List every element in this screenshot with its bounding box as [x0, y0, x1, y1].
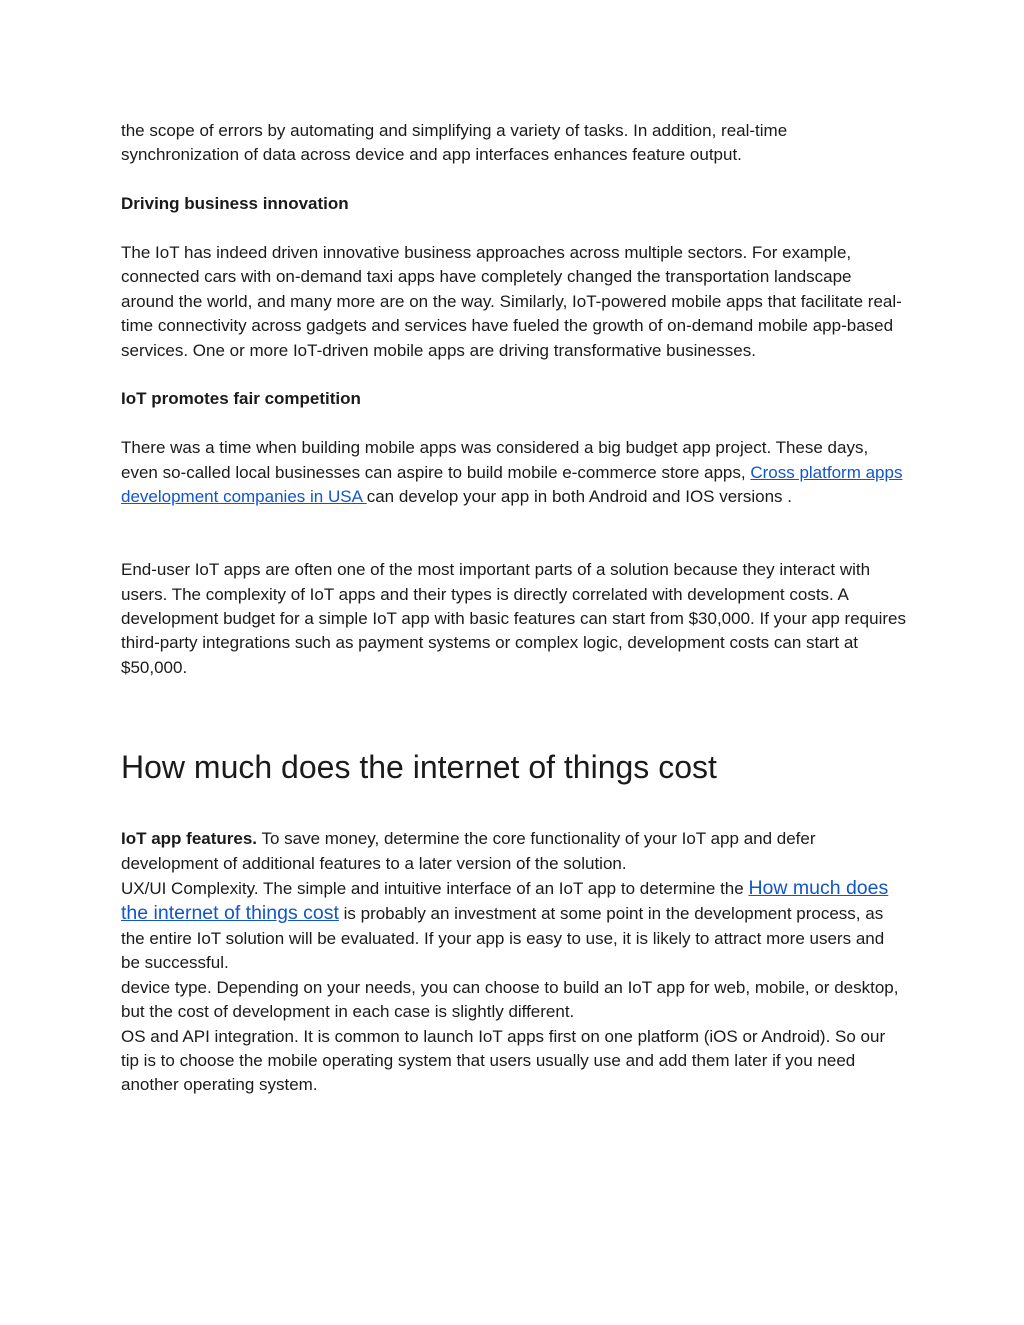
- features-paragraph: [121, 827, 907, 876]
- ux-paragraph: [121, 876, 907, 976]
- os-api-paragraph: OS and API integration. It is common to launch IoT apps first on one platform (iOS or Android). So our tip is to choose the mobile operating system that users usually use and add them later if you need another operating system.: [121, 1026, 886, 1095]
- ux-text-start: UX/UI Complexity. The simple and intuitive interface of an IoT app to determine the: [121, 879, 749, 899]
- device-type-paragraph: device type. Depending on your needs, you can choose to build an IoT app for web, mobile, or desktop, but the cost of development in each case is slightly different.: [121, 977, 899, 1022]
- cost-section-title: How much does the internet of things cost: [121, 749, 717, 786]
- competition-text-end: can develop your app in both Android and IOS versions .: [366, 487, 792, 507]
- competition-text-start: There was a time when building mobile apps was considered a big budget app project. These days, even so-called local businesses can aspire to build mobile e-commerce store apps,: [121, 438, 869, 482]
- cross-platform-link[interactable]: Cross platform apps development companies in USA: [121, 462, 903, 507]
- competition-paragraph: [121, 436, 907, 509]
- iot-cost-link[interactable]: How much does the internet of things cost: [121, 877, 889, 925]
- end-user-paragraph: End-user IoT apps are often one of the most important parts of a solution because they interact with users. The complexity of IoT apps and their types is directly correlated with development costs. A development budget for a simple IoT app with basic features can start from $30,000. If your app requires third-party integrations such as payment systems or complex logic, development costs can start at $50,000.: [121, 560, 906, 677]
- ux-text-end: is probably an investment at some point in the development process, as the entire IoT solution will be evaluated. If your app is easy to use, it is likely to attract more users and be successful.: [121, 904, 885, 973]
- intro-paragraph: the scope of errors by automating and simplifying a variety of tasks. In addition, real-time synchronization of data across device and app interfaces enhances feature output.: [121, 121, 788, 165]
- innovation-paragraph: The IoT has indeed driven innovative business approaches across multiple sectors. For example, connected cars with on-demand taxi apps have completely changed the transportation landscape around the world, and many more are on the way. Similarly, IoT-powered mobile apps that facilitate real-time connectivity across gadgets and services have fueled the growth of on-demand mobile app-based services. One or more IoT-driven mobile apps are driving transformative businesses.: [121, 243, 902, 360]
- heading-driving-business-innovation: Driving business innovation: [121, 194, 349, 214]
- document-page: [121, 119, 907, 1098]
- heading-fair-competition: IoT promotes fair competition: [121, 389, 361, 409]
- features-text: To save money, determine the core functionality of your IoT app and defer development of additional features to a later version of the solution.: [121, 829, 816, 873]
- features-label: IoT app features.: [121, 829, 258, 849]
